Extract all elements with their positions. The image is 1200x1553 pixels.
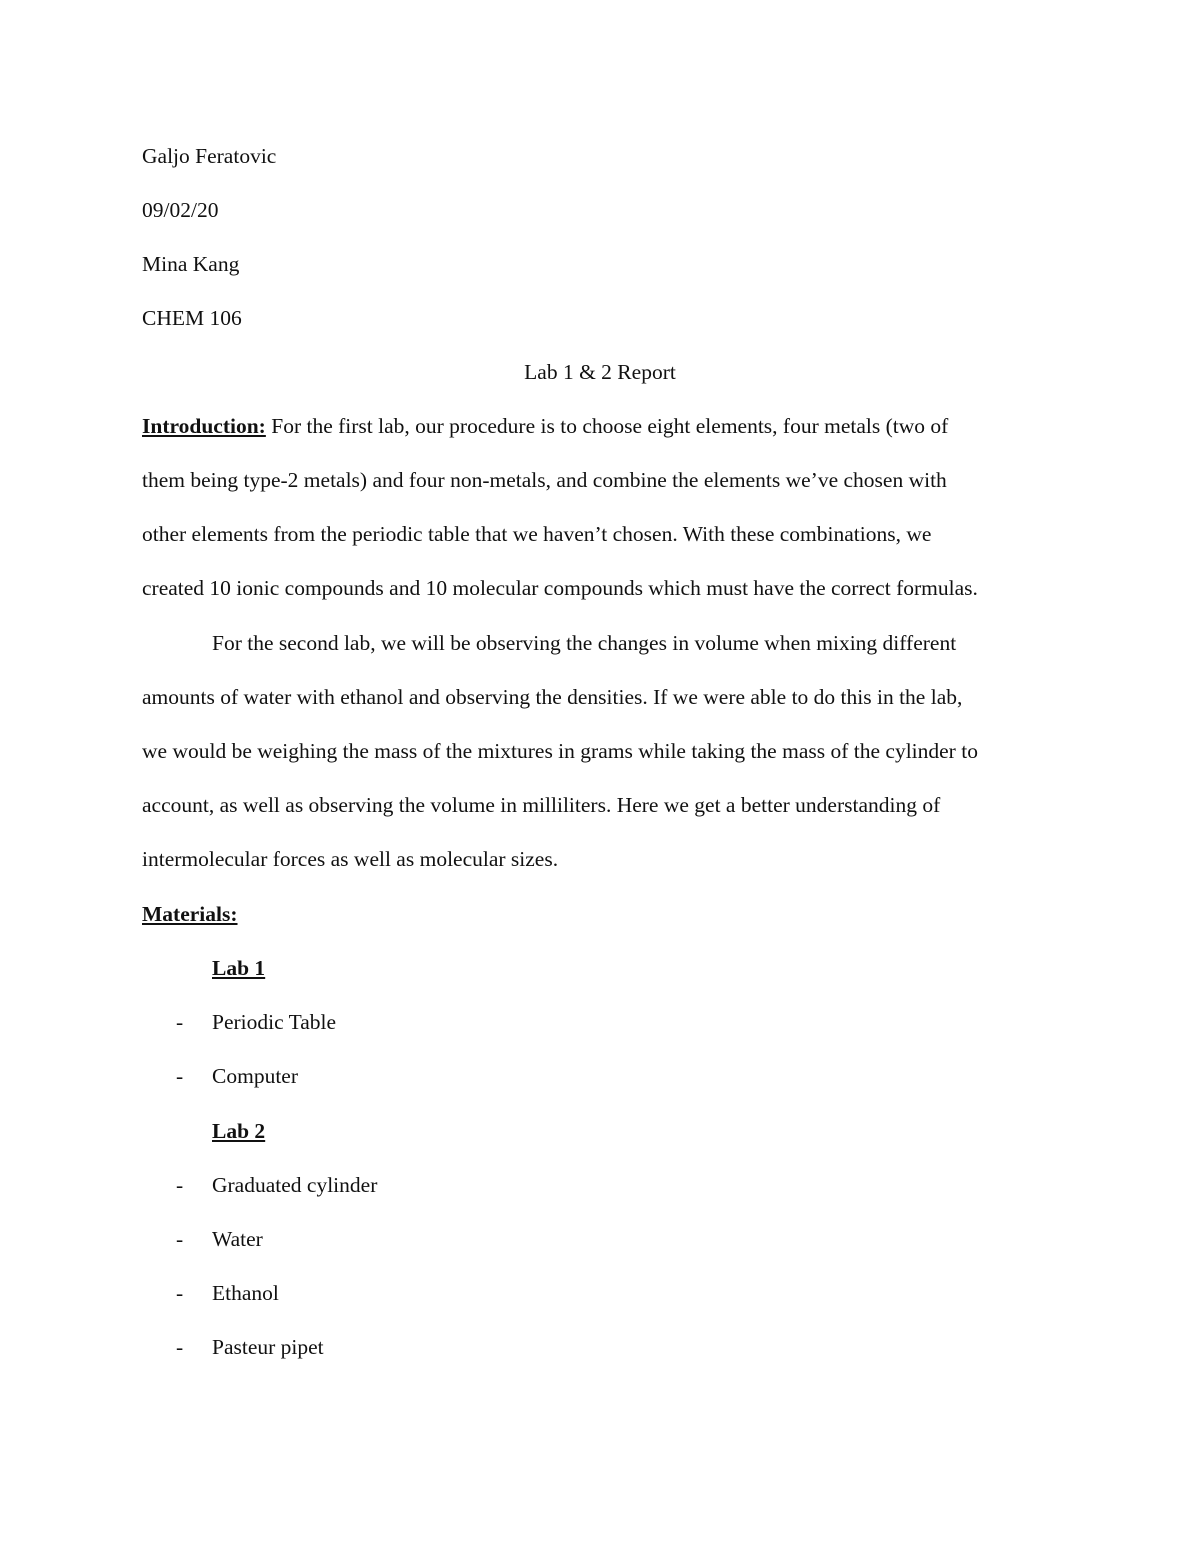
material-item: Water xyxy=(212,1227,263,1251)
intro-line-2: them being type-2 metals) and four non-metals, and combine the elements we’ve chosen with xyxy=(142,468,947,492)
material-item: Periodic Table xyxy=(212,1010,337,1034)
para2-line-5: intermolecular forces as well as molecular sizes. xyxy=(142,847,559,871)
intro-line-1 xyxy=(142,411,948,441)
para2-line-3: we would be weighing the mass of the mixtures in grams while taking the mass of the cylinder to xyxy=(142,739,978,763)
bullet-dash: - xyxy=(176,1227,184,1251)
bullet-dash: - xyxy=(176,1335,184,1359)
instructor-name: Mina Kang xyxy=(142,252,240,276)
report-date: 09/02/20 xyxy=(142,198,219,222)
intro-line-4: created 10 ionic compounds and 10 molecular compounds which must have the correct formulas. xyxy=(142,576,978,600)
bullet-dash: - xyxy=(176,1064,184,1088)
materials-heading: Materials: xyxy=(142,902,238,926)
para2-line-1: For the second lab, we will be observing the changes in volume when mixing different xyxy=(212,631,957,655)
lab1-heading: Lab 1 xyxy=(212,956,266,980)
course-code: CHEM 106 xyxy=(142,306,242,330)
lab2-heading: Lab 2 xyxy=(212,1119,266,1143)
material-item: Computer xyxy=(212,1064,298,1088)
introduction-heading: Introduction: xyxy=(142,414,266,438)
para2-line-4: account, as well as observing the volume in milliliters. Here we get a better understanding of xyxy=(142,793,941,817)
intro-line-3: other elements from the periodic table that we haven’t chosen. With these combinations, we xyxy=(142,522,932,546)
para2-line-2: amounts of water with ethanol and observing the densities. If we were able to do this in the lab, xyxy=(142,685,963,709)
bullet-dash: - xyxy=(176,1281,184,1305)
student-name: Galjo Feratovic xyxy=(142,144,277,168)
material-item: Pasteur pipet xyxy=(212,1335,324,1359)
intro-text-1: For the first lab, our procedure is to choose eight elements, four metals (two of xyxy=(265,414,949,438)
bullet-dash: - xyxy=(176,1010,184,1034)
bullet-dash: - xyxy=(176,1173,184,1197)
material-item: Ethanol xyxy=(212,1281,279,1305)
material-item: Graduated cylinder xyxy=(212,1173,378,1197)
report-title: Lab 1 & 2 Report xyxy=(524,360,676,384)
